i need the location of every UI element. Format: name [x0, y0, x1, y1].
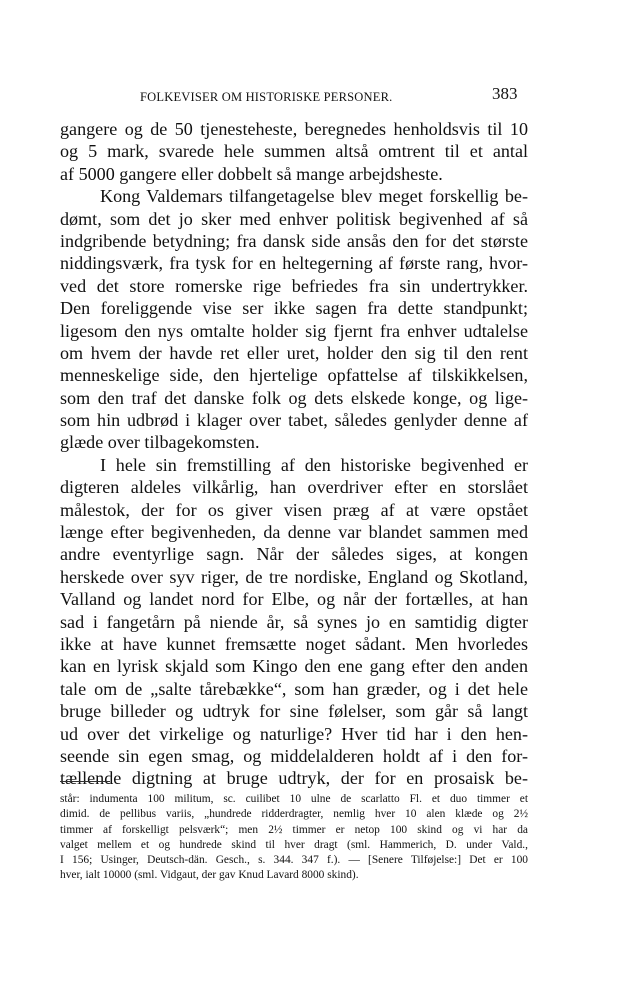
- footnote-line: hver, ialt 10000 (sml. Vidgaut, der gav Knud Lavard 8000 skind).: [60, 869, 359, 882]
- running-title: FOLKEVISER OM HISTORISKE PERSONER.: [140, 90, 393, 104]
- text-line: og 5 mark, svarede hele summen altså omtrent til et antal: [60, 141, 528, 162]
- text-line: Kong Valdemars tilfangetagelse blev meget forskellig be-: [100, 186, 528, 207]
- text-line: ligesom den nys omtalte holder sig fjernt fra enhver udtalelse: [60, 320, 528, 341]
- text-line: kan en lyrisk skjald som Kingo den ene gang efter den anden: [60, 656, 528, 677]
- text-line: Valland og landet nord for Elbe, og når der fortælles, at han: [60, 589, 528, 610]
- text-line: ved det store romerske rige befriedes fra sin undertrykker.: [60, 275, 528, 296]
- text-line: længe efter begivenheden, da denne var blandet sammen med: [60, 522, 528, 543]
- text-line: ikke at have kunnet fremsætte noget sådant. Men hvorledes: [60, 633, 528, 654]
- body-text: [60, 118, 528, 790]
- text-line: af 5000 gangere eller dobbelt så mange arbejdsheste.: [60, 163, 443, 184]
- text-line: ud over det virkelige og naturlige? Hver tid har i den hen-: [60, 723, 528, 744]
- text-line: gangere og de 50 tjenesteheste, beregnedes henholdsvis til 10: [60, 119, 528, 139]
- footnote-line: valget mellem et og hundrede skind til hver dragt (sml. Hammerich, D. under Vald.,: [60, 838, 528, 851]
- footnote-line: I 156; Usinger, Deutsch-dän. Gesch., s. 344. 347 f.). — [Senere Tilføjelse:] Det er 100: [60, 854, 528, 867]
- text-line: glæde over tilbagekomsten.: [60, 432, 260, 453]
- page-number: 383: [492, 84, 518, 103]
- text-line: bruge billeder og udtryk for sine følelser, som går så langt: [60, 701, 528, 722]
- text-line: andre eventyrlige sagn. Når der således siges, at kongen: [60, 544, 528, 565]
- text-line: I hele sin fremstilling af den historiske begivenhed er: [100, 454, 528, 475]
- text-line: seende sin egen smag, og middelalderen holdt af i den for-: [60, 745, 528, 766]
- text-line: tællende digtning at bruge udtryk, der for en prosaisk be-: [60, 768, 528, 789]
- text-line: dømt, som det jo sker med enhver politisk begivenhed af så: [60, 208, 528, 229]
- footnote-line: dimid. de pellibus variis, „hundrede ridderdragter, nemlig hver 10 alen klæde og 2½: [60, 808, 528, 821]
- text-line: niddingsværk, fra tysk for en heltegerning af første rang, hvor-: [60, 253, 528, 274]
- text-line: sad i fangetårn på niende år, så synes jo en samtidig digter: [60, 611, 528, 632]
- text-line: indgribende betydning; fra dansk side ansås den for det største: [60, 230, 528, 251]
- text-line: Den foreliggende vise ser ikke sagen fra dette standpunkt;: [60, 298, 528, 319]
- text-line: om hvem der havde ret eller uret, holder den sig til den rent: [60, 342, 528, 363]
- footnote-line: timmer af forskelligt pelsværk“; men 2½ timmer er netop 100 skind og vi har da: [60, 823, 528, 836]
- footnote: [60, 792, 528, 884]
- footnote-rule: [60, 781, 110, 782]
- text-line: digteren aldeles vilkårlig, han overdriver efter en storslået: [60, 477, 528, 498]
- text-line: som hin udbrød i klager over tabet, således genlyder denne af: [60, 410, 528, 431]
- text-line: målestok, der for os giver visen præg af at være opstået: [60, 499, 528, 520]
- text-line: som den traf det danske folk og dets elskede konge, og lige-: [60, 387, 528, 408]
- text-line: menneskelige side, den hjertelige opfattelse af tilskikkelsen,: [60, 365, 528, 386]
- text-line: tale om de „salte tårebække“, som han græder, og i det hele: [60, 678, 528, 699]
- text-line: herskede over syv riger, de tre nordiske, England og Skotland,: [60, 566, 528, 587]
- footnote-line: står: indumenta 100 militum, sc. cuilibet 10 ulne de scarlatto Fl. et duo timmer et: [60, 793, 528, 805]
